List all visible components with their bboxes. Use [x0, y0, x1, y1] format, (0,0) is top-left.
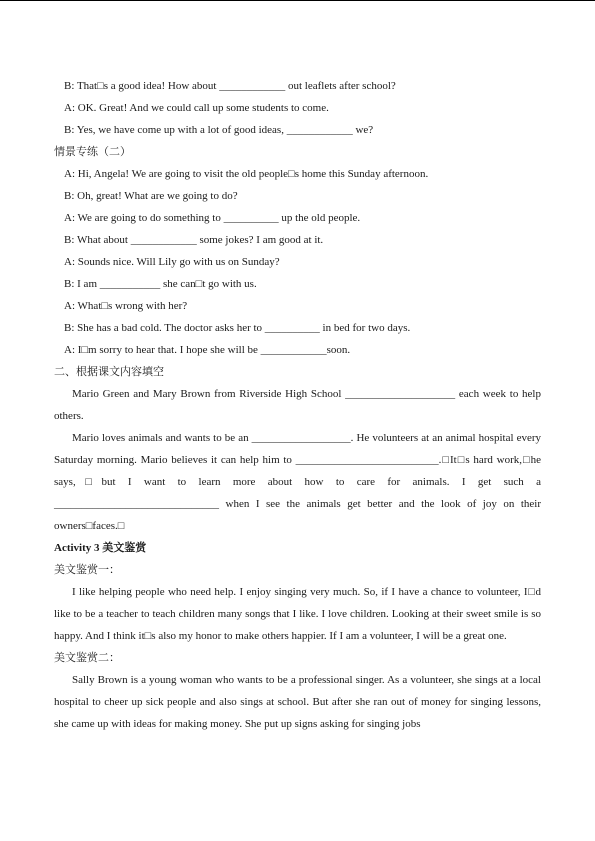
dialogue-line: B: What about ____________ some jokes? I am good at it.	[64, 234, 324, 246]
dialogue-line: B: I am ___________ she can□t go with us.	[64, 278, 257, 290]
worksheet-page	[54, 75, 541, 735]
appreciation-1-label: 美文鉴赏一：	[54, 564, 120, 576]
appreciation-1-text: I like helping people who need help. I enjoy singing very much. So, if I have a chance to volunteer, I□d like to be a teacher to teach children many songs that I like. I love children. Looking at their sweet smile is so happy. And I think it□s also my honor to make others happier. If I am a volunteer, I will be a great one.	[54, 586, 541, 642]
page-top-border	[0, 0, 595, 1]
dialogue-line: A: Hi, Angela! We are going to visit the old people□s home this Sunday afternoon.	[64, 168, 429, 180]
fill-paragraph-2: Mario loves animals and wants to be an __________________. He volunteers at an animal hospital every Saturday morning. Mario believes it can help him to __________________________.□It□s hard work,□he says,□but I want to learn more about how to care for animals. I get such a ______________________________ when I see the animals get better and the look of joy on their owners□faces.□	[54, 432, 541, 532]
fill-paragraph-1: Mario Green and Mary Brown from Riverside High School ____________________ each week to help others.	[54, 388, 541, 422]
section-heading-scene2: 情景专练（二）	[54, 146, 131, 158]
appreciation-2-text: Sally Brown is a young woman who wants to be a professional singer. As a volunteer, she sings at a local hospital to cheer up sick people and also sings at school. But after she ran out of money for singing lessons, she came up with ideas for making money. She put up signs asking for singing jobs	[54, 674, 541, 730]
dialogue-line: B: Oh, great! What are we going to do?	[64, 190, 238, 202]
dialogue-line: B: That□s a good idea! How about ____________ out leaflets after school?	[64, 80, 396, 92]
dialogue-line: A: Sounds nice. Will Lily go with us on Sunday?	[64, 256, 280, 268]
dialogue-line: B: She has a bad cold. The doctor asks her to __________ in bed for two days.	[64, 322, 411, 334]
section-heading-fill: 二、根据课文内容填空	[54, 366, 164, 378]
dialogue-line: A: OK. Great! And we could call up some students to come.	[64, 102, 329, 114]
dialogue-line: B: Yes, we have come up with a lot of good ideas, ____________ we?	[64, 124, 374, 136]
dialogue-line: A: We are going to do something to __________ up the old people.	[64, 212, 361, 224]
activity-title: Activity 3 美文鉴赏	[54, 542, 147, 554]
dialogue-line: A: I□m sorry to hear that. I hope she will be ____________soon.	[64, 344, 351, 356]
appreciation-2-label: 美文鉴赏二：	[54, 652, 120, 664]
dialogue-line: A: What□s wrong with her?	[64, 300, 188, 312]
